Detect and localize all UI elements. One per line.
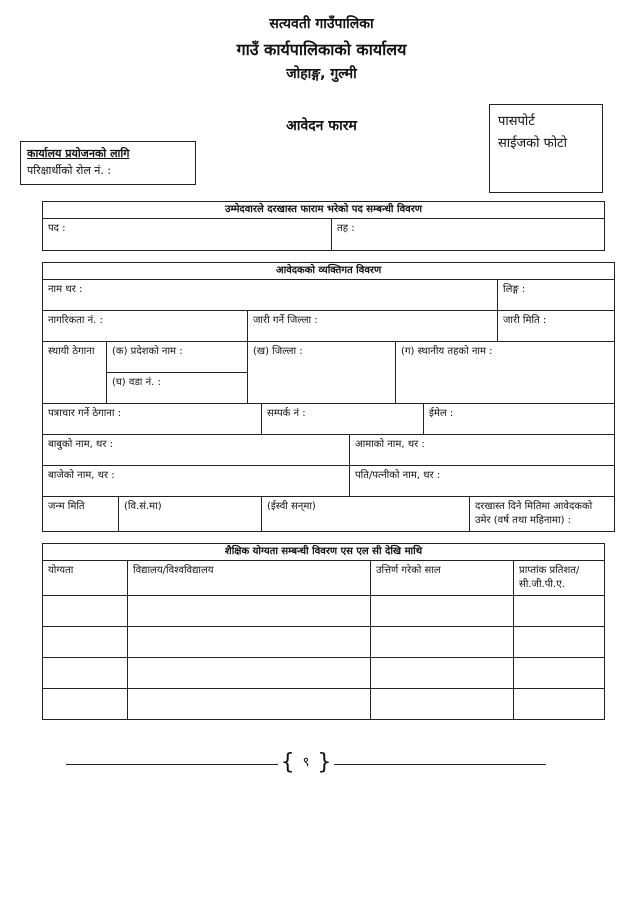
passed-year-cell[interactable] bbox=[371, 596, 514, 627]
qualification-cell[interactable] bbox=[43, 658, 128, 689]
qualification-cell[interactable] bbox=[43, 596, 128, 627]
office-address: जोहाङ्ग, गुल्मी bbox=[286, 66, 357, 82]
position-section-heading: उम्मेदवारले दरखास्त फाराम भरेको पद सम्बन्धी विवरण bbox=[43, 202, 605, 219]
citizenship-number-field[interactable]: नागरिकता नं. : bbox=[43, 311, 248, 342]
province-field[interactable]: (क) प्रदेशको नाम : bbox=[107, 342, 248, 373]
institution-cell[interactable] bbox=[128, 658, 371, 689]
right-brace: } bbox=[317, 750, 332, 775]
level-field[interactable]: तह : bbox=[332, 219, 605, 251]
grandfather-name-field[interactable]: बाजेको नाम, थर : bbox=[43, 466, 350, 497]
institution-cell[interactable] bbox=[128, 689, 371, 720]
ward-field[interactable]: (घ) वडा नं. : bbox=[107, 373, 248, 404]
education-table bbox=[42, 543, 605, 720]
passed-year-cell[interactable] bbox=[371, 689, 514, 720]
photo-box-line1: पासपोर्ट bbox=[498, 114, 535, 129]
column-header-institution: विद्यालय/विश्वविद्यालय bbox=[128, 561, 371, 596]
father-name-field[interactable]: बाबुको नाम, थर : bbox=[43, 435, 350, 466]
office-use-title: कार्यालय प्रयोजनको लागि bbox=[27, 147, 130, 160]
score-cell[interactable] bbox=[514, 689, 605, 720]
column-header-qualification: योग्यता bbox=[43, 561, 128, 596]
score-cell[interactable] bbox=[514, 658, 605, 689]
passport-photo-box bbox=[489, 104, 603, 193]
municipality-name: सत्यवती गाउँपालिका bbox=[269, 16, 374, 32]
issue-district-field[interactable]: जारी गर्ने जिल्ला : bbox=[248, 311, 498, 342]
left-brace: { bbox=[280, 750, 295, 775]
dob-ad-field[interactable]: (ईस्वी सन्‌मा) bbox=[262, 497, 470, 532]
position-details-table bbox=[42, 201, 605, 251]
dob-bs-field[interactable]: (वि.सं.मा) bbox=[119, 497, 262, 532]
issue-date-field[interactable]: जारी मिति : bbox=[498, 311, 615, 342]
post-field[interactable]: पद : bbox=[43, 219, 332, 251]
mailing-address-field[interactable]: पत्राचार गर्ने ठेगाना : bbox=[43, 404, 262, 435]
personal-details-table bbox=[42, 262, 615, 532]
gender-field[interactable]: लिङ्ग : bbox=[498, 280, 615, 311]
score-cell[interactable] bbox=[514, 627, 605, 658]
passed-year-cell[interactable] bbox=[371, 658, 514, 689]
mother-name-field[interactable]: आमाको नाम, थर : bbox=[350, 435, 615, 466]
passed-year-cell[interactable] bbox=[371, 627, 514, 658]
local-level-field[interactable]: (ग) स्थानीय तहको नाम : bbox=[396, 342, 615, 404]
office-use-box bbox=[20, 141, 196, 185]
permanent-address-label: स्थायी ठेगाना bbox=[43, 342, 107, 404]
institution-cell[interactable] bbox=[128, 627, 371, 658]
column-header-passed-year: उत्तिर्ण गरेको साल bbox=[371, 561, 514, 596]
full-name-field[interactable]: नाम थर : bbox=[43, 280, 498, 311]
office-name: गाउँ कार्यपालिकाको कार्यालय bbox=[236, 40, 407, 59]
contact-number-field[interactable]: सम्पर्क नं : bbox=[262, 404, 424, 435]
photo-box-line2: साईजको फोटो bbox=[498, 136, 567, 151]
footer-rule-left bbox=[66, 764, 278, 765]
spouse-name-field[interactable]: पति/पत्नीको नाम, थर : bbox=[350, 466, 615, 497]
page-number-block bbox=[278, 749, 334, 777]
personal-section-heading: आवेदकको व्यक्तिगत विवरण bbox=[43, 263, 615, 280]
roll-number-label: परिक्षार्थीको रोल नं. : bbox=[27, 164, 112, 177]
email-field[interactable]: ईमेल : bbox=[424, 404, 615, 435]
qualification-cell[interactable] bbox=[43, 627, 128, 658]
qualification-cell[interactable] bbox=[43, 689, 128, 720]
district-field[interactable]: (ख) जिल्ला : bbox=[248, 342, 396, 404]
footer-rule-right bbox=[334, 764, 546, 765]
table-row bbox=[43, 658, 605, 689]
applicant-age-field[interactable]: दरखास्त दिने मितिमा आवेदकको उमेर (वर्ष तथा महिनामा) : bbox=[470, 497, 615, 532]
page-number: ९ bbox=[302, 755, 310, 770]
table-row bbox=[43, 689, 605, 720]
column-header-score: प्राप्तांक प्रतिशत/सी.जी.पी.ए. bbox=[514, 561, 605, 596]
score-cell[interactable] bbox=[514, 596, 605, 627]
table-row bbox=[43, 627, 605, 658]
form-title: आवेदन फारम bbox=[286, 118, 357, 134]
table-row bbox=[43, 596, 605, 627]
dob-label: जन्म मिति bbox=[43, 497, 119, 532]
institution-cell[interactable] bbox=[128, 596, 371, 627]
education-section-heading: शैक्षिक योग्यता सम्बन्धी विवरण एस एल सी देखि माथि bbox=[43, 544, 605, 561]
